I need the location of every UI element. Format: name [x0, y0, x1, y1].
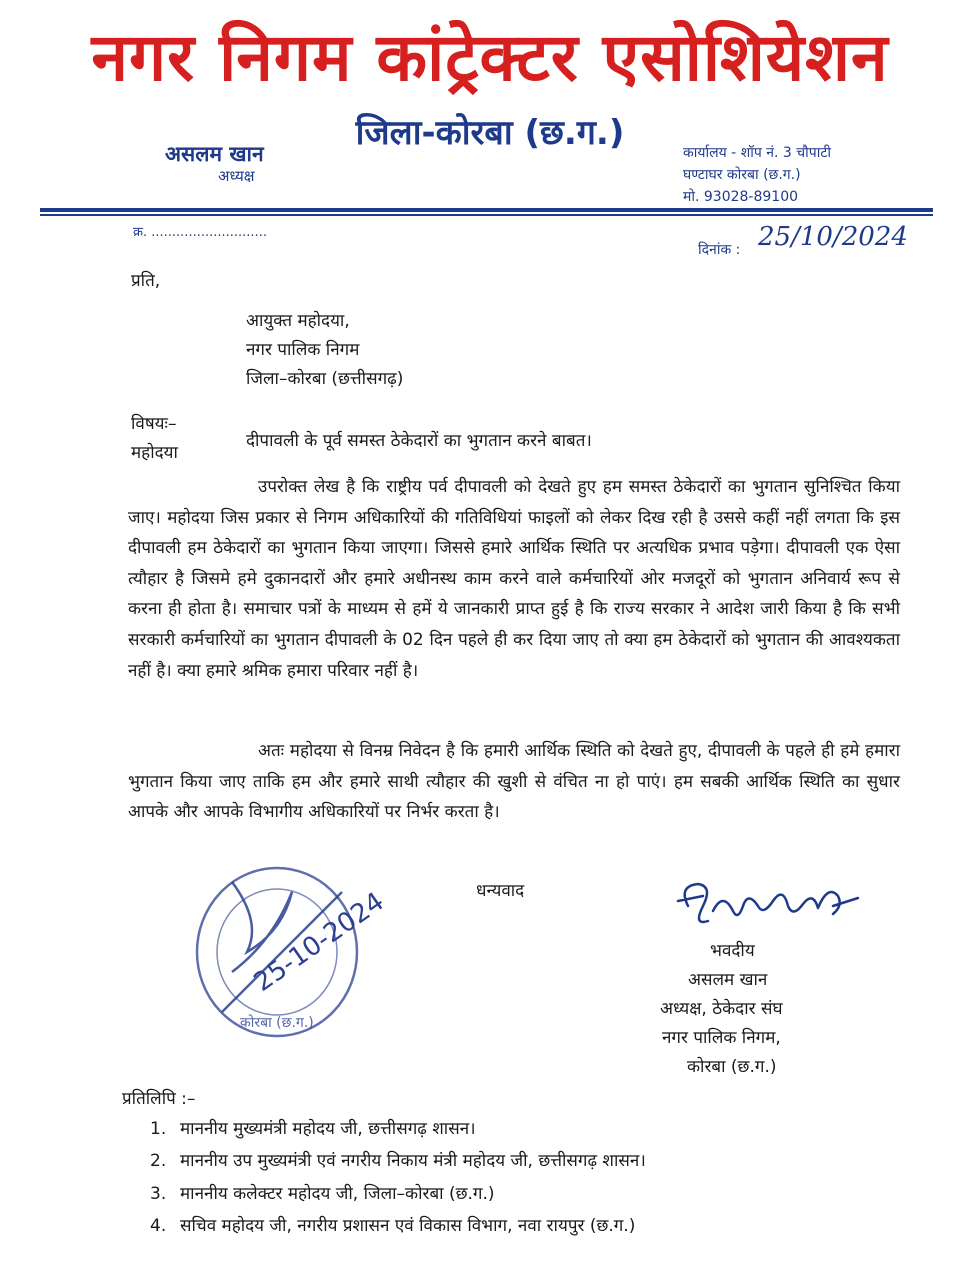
- subject-text: दीपावली के पूर्व समस्त ठेकेदारों का भुगतान करने बाबत।: [246, 431, 592, 451]
- header-rule-thin: [40, 214, 933, 216]
- president-role: अध्यक्ष: [218, 167, 255, 185]
- signatory-org: नगर पालिक निगम,: [662, 1028, 781, 1048]
- office-phone: मो. 93028-89100: [683, 189, 799, 205]
- yours-faithfully: भवदीय: [710, 941, 755, 961]
- cc-item-number: 1.: [150, 1119, 167, 1139]
- to-line-1: आयुक्त महोदया,: [246, 311, 350, 331]
- signatory-place: कोरबा (छ.ग.): [687, 1057, 777, 1077]
- to-prefix: प्रति,: [131, 271, 161, 291]
- cc-item-text: माननीय मुख्यमंत्री महोदय जी, छत्तीसगढ़ शासन।: [180, 1119, 476, 1139]
- thanks: धन्यवाद: [476, 881, 525, 901]
- cc-item-text: माननीय कलेक्टर महोदय जी, जिला–कोरबा (छ.ग.): [180, 1184, 495, 1204]
- salutation: महोदया: [131, 443, 178, 463]
- cc-item-text: सचिव महोदय जी, नगरीय प्रशासन एवं विकास विभाग, नवा रायपुर (छ.ग.): [180, 1216, 636, 1236]
- cc-label: प्रतिलिपि :–: [122, 1089, 196, 1109]
- to-line-3: जिला–कोरबा (छत्तीसगढ़): [246, 369, 404, 389]
- body-paragraph-1: उपरोक्त लेख है कि राष्ट्रीय पर्व दीपावली को देखते हुए हम समस्त ठेकेदारों का भुगतान सुनिश्चित किया जाए। महोदया जिस प्रकार से निगम अधिकारियों की गतिविधियां फाइलों को लेकर दिख रही है उससे कहीं नहीं लगता कि इस दीपावली हम ठेकेदारों का भुगतान किया जाएगा। जिससे हमारे आर्थिक स्थिति पर अत्यधिक प्रभाव पड़ेगा। दीपावली एक ऐसा त्यौहार है जिसमे हमे दुकानदारों और हमारे अधीनस्थ काम करने वाले कर्मचारियों ओर मजदूरों को भुगतान अनिवार्य रूप से करना ही होता है। समाचार पत्रों के माध्यम से हमें ये जानकारी प्राप्त हुई है कि राज्य सरकार ने आदेश जारी किया है कि सभी सरकारी कर्मचारियों का भुगतान दीपावली के 02 दिन पहले ही कर दिया जाए तो क्या हम ठेकेदारों को भुगतान की आवश्यकता नहीं है। क्या हमारे श्रमिक हमारा परिवार नहीं है।: [128, 477, 900, 681]
- date-value: 25/10/2024: [758, 222, 908, 252]
- office-line-2: घण्टाघर कोरबा (छ.ग.): [683, 167, 801, 183]
- office-line-1: कार्यालय - शॉप नं. 3 चौपाटी: [683, 145, 832, 161]
- cc-item: [150, 1116, 476, 1139]
- signatory-name: असलम खान: [688, 970, 768, 990]
- body-paragraph-2: अतः महोदया से विनम्र निवेदन है कि हमारी आर्थिक स्थिति को देखते हुए, दीपावली के पहले ही हमे हमारा भुगतान किया जाए ताकि हम और हमारे साथी त्यौहार की खुशी से वंचित ना हो पाएं। हम सबकी आर्थिक स्थिति का सुधार आपके और आपके विभागीय अधिकारियों पर निर्भर करता है।: [128, 741, 900, 823]
- signatory-designation: अध्यक्ष, ठेकेदार संघ: [660, 999, 783, 1019]
- subject-label: विषयः–: [131, 414, 177, 434]
- seal-place: कोरबा (छ.ग.): [240, 1015, 314, 1031]
- header-rule: [40, 208, 933, 212]
- cc-item-number: 2.: [150, 1151, 167, 1171]
- signature: [668, 876, 868, 936]
- to-line-2: नगर पालिक निगम: [246, 340, 360, 360]
- office-seal: [192, 862, 390, 1040]
- office-address: [683, 142, 831, 208]
- president-name: असलम खान: [165, 142, 264, 166]
- cc-item: [150, 1181, 495, 1204]
- cc-item: [150, 1213, 635, 1236]
- cc-item-number: 3.: [150, 1184, 167, 1204]
- cc-item-text: माननीय उप मुख्यमंत्री एवं नगरीय निकाय मंत्री महोदय जी, छत्तीसगढ़ शासन।: [180, 1151, 646, 1171]
- cc-item: [150, 1148, 646, 1171]
- reference-number: क्र. ............................: [133, 225, 267, 240]
- letterhead-title: नगर निगम कांट्रेक्टर एसोशियेशन: [91, 19, 889, 96]
- seal-date: 25-10-2024: [248, 886, 390, 998]
- cc-item-number: 4.: [150, 1216, 167, 1236]
- letterhead-district: जिला-कोरबा (छ.ग.): [355, 113, 625, 153]
- date-label: दिनांक :: [698, 242, 741, 258]
